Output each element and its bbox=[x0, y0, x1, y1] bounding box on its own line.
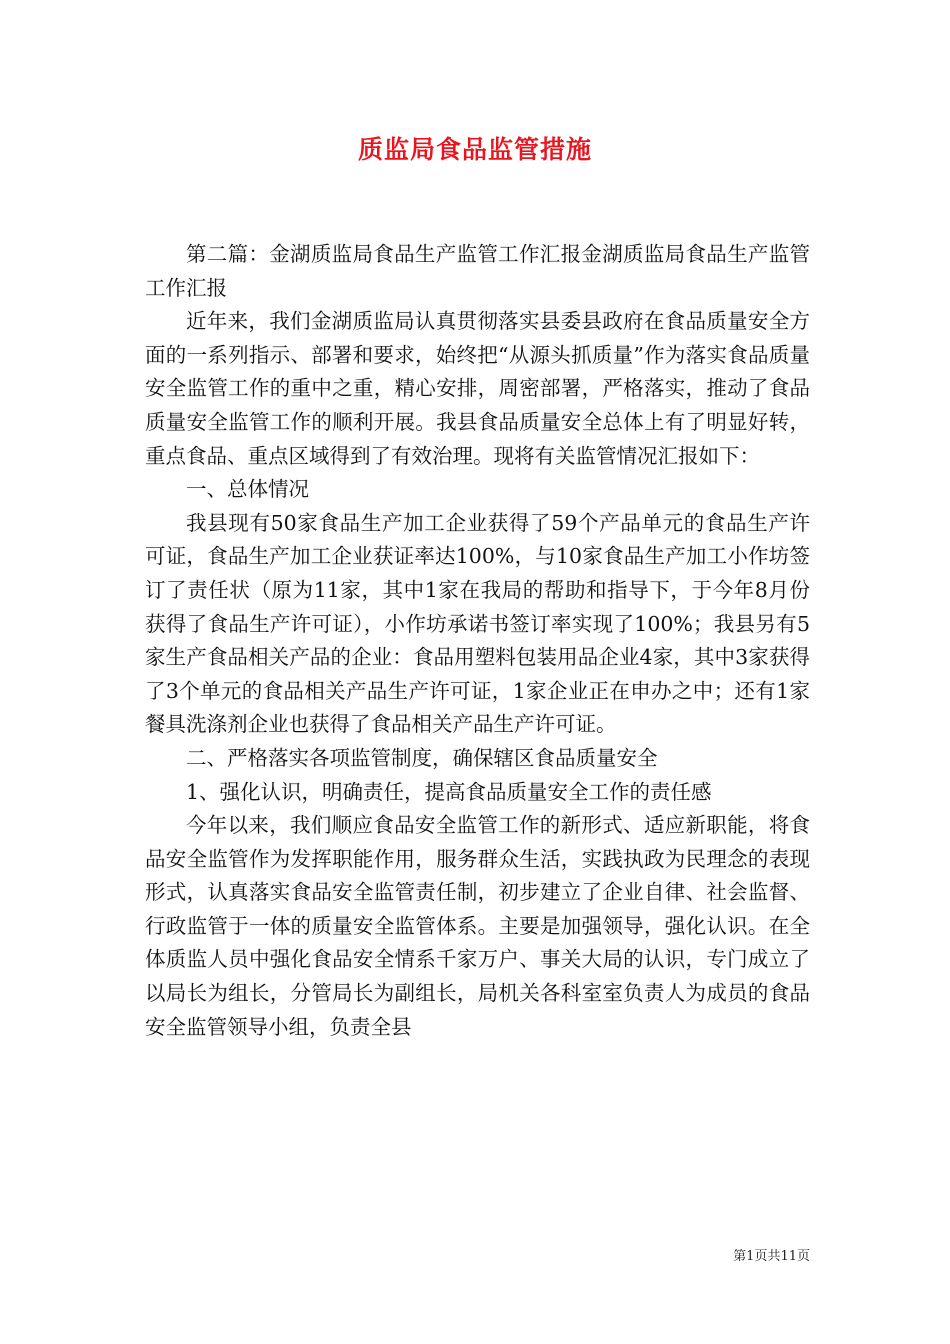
paragraph-responsibility: 今年以来，我们顺应食品安全监管工作的新形式、适应新职能，将食品安全监管作为发挥职能作用，服务群众生活，实践执政为民理念的表现形式，认真落实食品安全监管责任制，初步建立了企业自律、社会监督、行政监管于一体的质量安全监管体系。主要是加强领导，强化认识。在全体质监人员中强化食品安全情系千家万户、事关大局的认识，专门成立了以局长为组长，分管局长为副组长，局机关各科室室负责人为成员的食品安全监管领导小组，负责全县 bbox=[145, 813, 810, 1039]
document-body bbox=[145, 238, 810, 1044]
section-heading-overview: 一、总体情况 bbox=[186, 477, 309, 502]
subsection-heading-responsibility: 1、强化认识，明确责任，提高食品质量安全工作的责任感 bbox=[186, 779, 712, 804]
page-number: 第1页共11页 bbox=[733, 1249, 810, 1264]
document-title: 质监局食品监管措施 bbox=[357, 135, 592, 164]
paragraph-overview: 我县现有50家食品生产加工企业获得了59个产品单元的食品生产许可证，食品生产加工企业获证率达100%，与10家食品生产加工小作坊签订了责任状（原为11家，其中1家在我局的帮助和指导下，于今年8月份获得了食品生产许可证），小作坊承诺书签订率实现了100%；我县另有5家生产食品相关产品的企业：食品用塑料包装用品企业4家，其中3家获得了3个单元的食品相关产品生产许可证，1家企业正在申办之中；还有1家餐具洗涤剂企业也获得了食品相关产品生产许可证。 bbox=[145, 510, 810, 737]
paragraph-intro: 近年来，我们金湖质监局认真贯彻落实县委县政府在食品质量安全方面的一系列指示、部署和要求，始终把“从源头抓质量”作为落实食品质量安全监管工作的重中之重，精心安排，周密部署，严格落实，推动了食品质量安全监管工作的顺利开展。我县食品质量安全总体上有了明显好转，重点食品、重点区域得到了有效治理。现将有关监管情况汇报如下： bbox=[145, 309, 810, 468]
paragraph-heading-part-two: 第二篇：金湖质监局食品生产监管工作汇报金湖质监局食品生产监管工作汇报 bbox=[145, 242, 810, 300]
section-heading-supervision: 二、严格落实各项监管制度，确保辖区食品质量安全 bbox=[186, 745, 658, 770]
